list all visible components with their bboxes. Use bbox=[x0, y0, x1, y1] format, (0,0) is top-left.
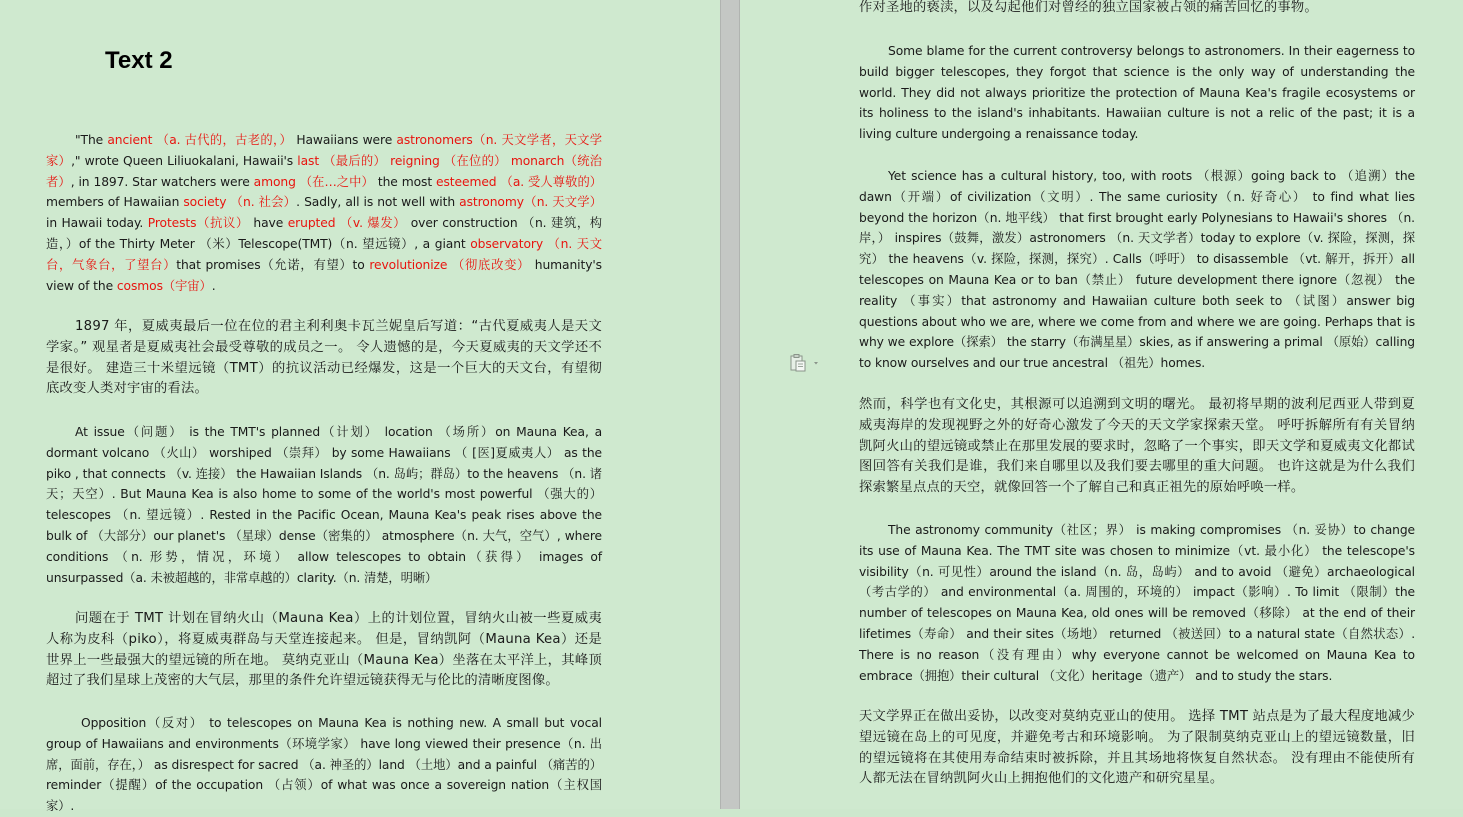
paste-options-icon[interactable] bbox=[790, 354, 822, 372]
left-paragraph-1 bbox=[46, 130, 602, 296]
text-run: "The bbox=[75, 133, 108, 147]
highlighted-term: last （最后的） reigning （在位的） monarch（统治者） bbox=[46, 153, 602, 189]
right-paragraph-3: 然而，科学也有文化史，其根源可以追溯到文明的曙光。 最初将早期的波利尼西亚人带到夏威夷海岸的发现视野之外的好奇心激发了今天的天文学家探索天堂。 呼吁拆解所有有关冒纳凯阿火山的望远镜或禁止在那里发展的要求时，忽略了一个事实，即天文学和夏威夷文化都试图回答有关我们是谁，我们来自哪里以及我们要去哪里的重大问题。 也许这就是为什么我们探索繁星点点的天空，就像回答一个了解自己和真正祖先的原始呼唤一样。 bbox=[859, 397, 1415, 496]
text-run: Hawaiians were bbox=[292, 133, 397, 147]
page-gutter bbox=[720, 0, 740, 809]
text-run: have bbox=[248, 216, 288, 231]
left-paragraph-4: 问题在于 TMT 计划在冒纳火山（Mauna Kea）上的计划位置，冒纳火山被一些夏威夷人称为皮科（piko），将夏威夷群岛与天堂连接起来。 但是，冒纳凯阿（Mauna Kea）还是世界上一些最强大的望远镜的所在地。 莫纳克亚山（Mauna Kea）坐落在太平洋上，其峰顶超过了我们星球上茂密的大气层，那里的条件允许望远镜获得无与伦比的清晰度图像。 bbox=[46, 611, 602, 689]
highlighted-term: revolutionize （彻底改变） bbox=[369, 257, 531, 272]
text-run: . bbox=[211, 278, 216, 293]
left-paragraph-5: Opposition（反对） to telescopes on Mauna Kea is nothing new. A small but vocal group of Hawaiians and environments（环境学家） have long viewed their presence（n. 出席，面前，存在，） as disrespect for sacred （a. 神圣的）land （土地）and a painful （痛苦的）reminder（提醒）of the occupation （占领）of what was once a sovereign nation（主权国家）. bbox=[46, 716, 602, 814]
document-title: Text 2 bbox=[105, 47, 173, 74]
right-paragraph-4: The astronomy community（社区；界） is making compromises （n. 妥协）to change its use of Mauna Kea. The TMT site was chosen to minimize（vt. 最小化） the telescope's visibility（n. 可见性）around the island（n. 岛，岛屿） and to avoid （避免）archaeological（考古学的） and environmental（a. 周围的，环境的） impact（影响）. To limit （限制）the number of telescopes on Mauna Kea, old ones will be removed（移除） at the end of their lifetimes（寿命） and their sites（场地） returned （被送回）to a natural state（自然状态）. There is no reason（没有理由）why everyone cannot be welcomed on Mauna Kea to embrace（拥抱）their cultural （文化）heritage（遗产） and to study the stars. bbox=[859, 523, 1415, 683]
right-paragraph-0: 作对圣地的亵渎，以及勾起他们对曾经的独立国家被占领的痛苦回忆的事物。 bbox=[859, 0, 1318, 15]
highlighted-term: observatory （n. 天文台，气象台，了望台） bbox=[46, 236, 602, 272]
highlighted-term: ancient （a. 古代的，古老的，） bbox=[107, 133, 293, 147]
highlighted-term: Protests（抗议） bbox=[147, 216, 249, 231]
highlighted-term: among （在…之中） bbox=[253, 174, 374, 189]
highlighted-term: esteemed （a. 受人尊敬的） bbox=[436, 174, 602, 189]
right-page bbox=[740, 0, 1463, 809]
left-paragraph-2: 1897 年，夏威夷最后一位在位的君主利利奥卡瓦兰妮皇后写道：“古代夏威夷人是天文学家。” 观星者是夏威夷社会最受尊敬的成员之一。 令人遗憾的是，今天夏威夷的天文学还不是很好。 建造三十米望远镜（TMT）的抗议活动已经爆发，这是一个巨大的天文台，有望彻底改变人类对宇宙的看法。 bbox=[46, 319, 602, 397]
text-run: over construction （n. 建筑，构造，）of the Thirty Meter （米）Telescope(TMT)（n. 望远镜）, a giant bbox=[46, 216, 602, 251]
text-run: members of Hawaiian bbox=[46, 195, 184, 210]
highlighted-term: society （n. 社会） bbox=[183, 195, 297, 210]
highlighted-term: erupted （v. 爆发） bbox=[287, 216, 407, 231]
highlighted-term: astronomy（n. 天文学） bbox=[459, 195, 602, 210]
text-run: , in 1897. Star watchers were bbox=[70, 174, 254, 189]
highlighted-term: cosmos（宇宙） bbox=[116, 278, 212, 293]
right-paragraph-1: Some blame for the current controversy belongs to astronomers. In their eagerness to build bigger telescopes, they forgot that science is the only way of understanding the world. They did not always prioritize the protection of Mauna Kea's fragile ecosystems or its holiness to the island's inhabitants. Hawaiian culture is not a relic of the past; it is a living culture undergoing a renaissance today. bbox=[859, 44, 1415, 142]
highlighted-term: astronomers（n. 天文学者，天文学家） bbox=[46, 133, 602, 168]
text-run: that promises（允诺，有望）to bbox=[176, 257, 370, 272]
text-run: humanity's view of the bbox=[46, 257, 602, 293]
right-paragraph-2: Yet science has a cultural history, too, with roots （根源）going back to （追溯）the dawn（开端）of civilization（文明）. The same curiosity（n. 好奇心） to find what lies beyond the horizon（n. 地平线） that first brought early Polynesians to Hawaii's shores （n. 岸，） inspires（鼓舞，激发）astronomers （n. 天文学者）today to explore（v. 探险，探测，探究） the heavens（v. 探险，探测，探究）. Calls（呼吁） to disassemble （vt. 解开，拆开）all telescopes on Mauna Kea or to ban（禁止） future development there ignore（忽视） the reality （事实）that astronomy and Hawaiian culture both seek to （试图）answer big questions about who we are, where we come from and where we are going. Perhaps that is why we explore（探索） the starry（布满星星）skies, as if answering a primal （原始）calling to know ourselves and our true ancestral （祖先）homes. bbox=[859, 169, 1415, 371]
text-run: ," wrote Queen Liliuokalani, Hawaii's bbox=[71, 153, 298, 168]
right-paragraph-5: 天文学界正在做出妥协，以改变对莫纳克亚山的使用。 选择 TMT 站点是为了最大程度地减少望远镜在岛上的可见度，并避免考古和环境影响。 为了限制莫纳克亚山上的望远镜数量，旧的望远镜将在其使用寿命结束时被拆除，并且其场地将恢复自然状态。 没有理由不能使所有人都无法在冒纳凯阿火山上拥抱他们的文化遗产和研究星星。 bbox=[859, 709, 1415, 787]
text-run: the most bbox=[373, 174, 437, 189]
left-paragraph-3: At issue（问题） is the TMT's planned（计划） location （场所）on Mauna Kea, a dormant volcano （火山） worshiped （崇拜） by some Hawaiians （ [医]夏威夷人） as the piko , that connects （v. 连接） the Hawaiian Islands （n. 岛屿；群岛）to the heavens （n. 诸天；天空）. But Mauna Kea is also home to some of the world's most powerful （强大的）telescopes （n. 望远镜）. Rested in the Pacific Ocean, Mauna Kea's peak rises above the bulk of （大部分）our planet's （星球）dense（密集的） atmosphere（n. 大气，空气）, where conditions （n. 形势，情况，环境） allow telescopes to obtain（获得） images of unsurpassed（a. 未被超越的，非常卓越的）clarity.（n. 清楚，明晰） bbox=[46, 425, 602, 585]
text-run: in Hawaii today. bbox=[46, 216, 148, 231]
left-page bbox=[0, 0, 720, 814]
text-run: . Sadly, all is not well with bbox=[296, 195, 460, 210]
